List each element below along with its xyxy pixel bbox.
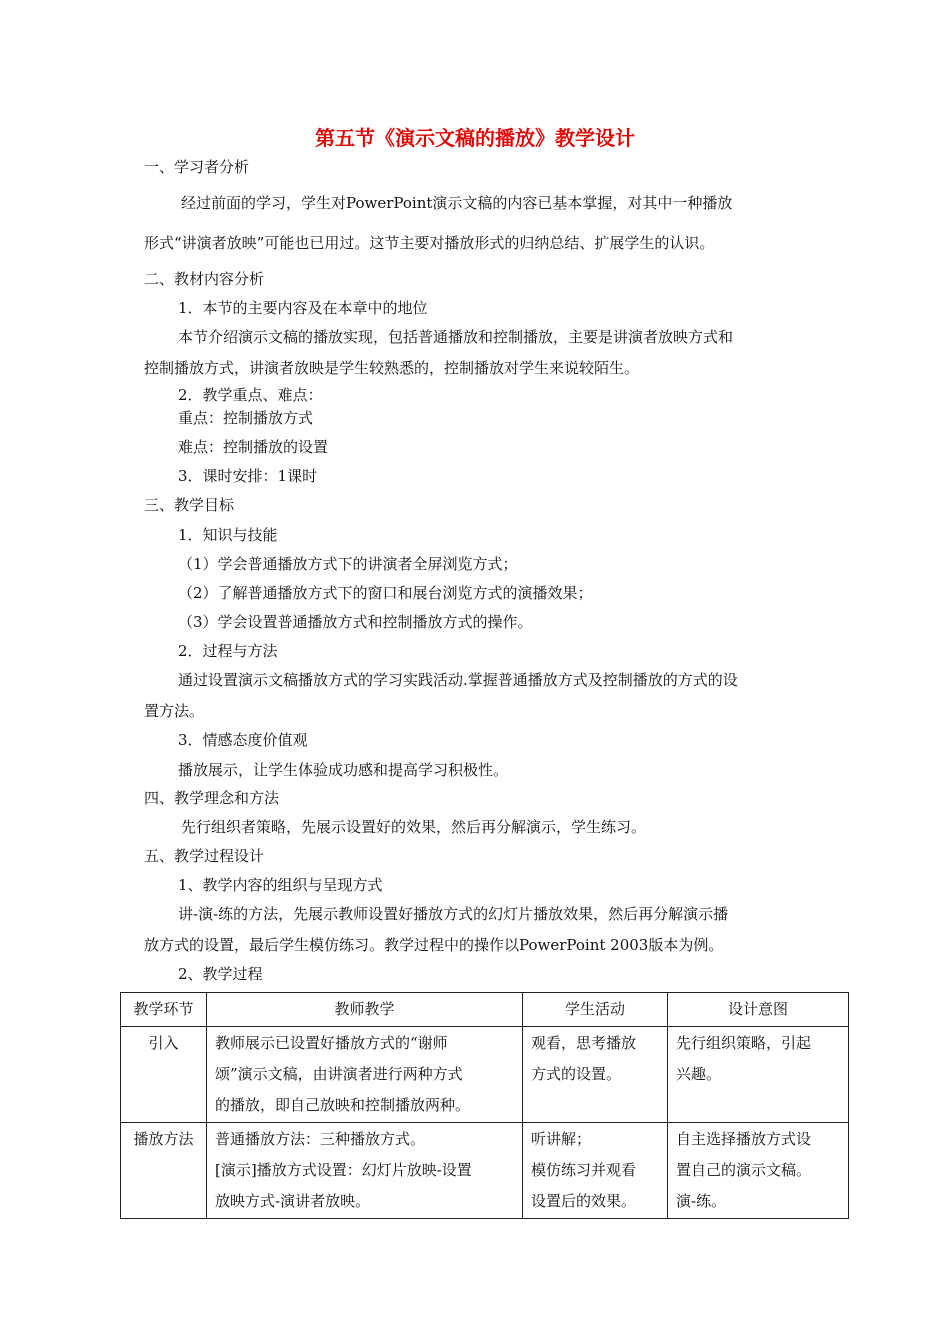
difficult-point: 难点：控制播放的设置 [178,438,329,456]
student-cell [523,1027,668,1123]
paragraph-line: 控制播放方式，讲演者放映是学生较熟悉的，控制播放对学生来说较陌生。 [144,359,640,377]
subheading: 1．本节的主要内容及在本章中的地位 [178,299,428,317]
table-header-row [121,993,849,1027]
teaching-process-table [120,992,849,1219]
goal-item: （2）了解普通播放方式下的窗口和展台浏览方式的演播效果； [178,584,593,602]
cell-line: 先行组织策略，引起 [676,1034,812,1052]
table-header-cell: 教师教学 [207,993,523,1027]
table-header-cell: 教学环节 [121,993,207,1027]
cell-line: 置自己的演示文稿。 [676,1161,812,1179]
cell-line: 演-练。 [676,1192,727,1210]
table-row [121,1027,849,1123]
cell-line: 的播放，即自己放映和控制播放两种。 [215,1096,471,1114]
cell-line: 模仿练习并观看 [531,1161,637,1179]
intent-cell [668,1123,849,1219]
section-heading-3: 三、教学目标 [144,496,235,514]
teacher-cell [207,1027,523,1123]
goal-item: （3）学会设置普通播放方式和控制播放方式的操作。 [178,613,533,631]
table-header-cell: 学生活动 [523,993,668,1027]
section-heading-1: 一、学习者分析 [144,158,250,176]
paragraph-line: 放方式的设置，最后学生模仿练习。教学过程中的操作以PowerPoint 2003版本为例。 [144,936,724,954]
table-header-cell: 设计意图 [668,993,849,1027]
table-row [121,1123,849,1219]
subheading: 1、教学内容的组织与呈现方式 [178,876,383,894]
subheading: 3．课时安排：1课时 [178,467,318,485]
cell-line: 教师展示已设置好播放方式的“谢师 [215,1034,448,1052]
cell-line: [演示]播放方式设置：幻灯片放映-设置 [215,1161,472,1179]
section-heading-2: 二、教材内容分析 [144,270,265,288]
cell-line: 颂”演示文稿，由讲演者进行两种方式 [215,1065,463,1083]
subheading: 2、教学过程 [178,965,263,983]
cell-line: 兴趣。 [676,1065,722,1083]
paragraph-line: 置方法。 [144,702,205,720]
teacher-cell [207,1123,523,1219]
page-title: 第五节《演示文稿的播放》教学设计 [315,126,635,150]
paragraph-line: 形式“讲演者放映”可能也已用过。这节主要对播放形式的归纳总结、扩展学生的认识。 [144,234,715,252]
cell-line: 设置后的效果。 [531,1192,637,1210]
subheading: 2．教学重点、难点： [178,386,323,404]
subheading: 2．过程与方法 [178,642,278,660]
subheading: 3．情感态度价值观 [178,731,308,749]
goal-item: （1）学会普通播放方式下的讲演者全屏浏览方式； [178,555,518,573]
paragraph-line: 本节介绍演示文稿的播放实现，包括普通播放和控制播放，主要是讲演者放映方式和 [178,328,734,346]
student-cell [523,1123,668,1219]
cell-line: 听讲解； [531,1130,592,1148]
cell-line: 观看，思考播放 [531,1034,637,1052]
stage-cell: 播放方法 [121,1123,207,1219]
section-heading-5: 五、教学过程设计 [144,847,265,865]
stage-cell: 引入 [121,1027,207,1123]
cell-line: 自主选择播放方式设 [676,1130,812,1148]
subheading: 1．知识与技能 [178,526,278,544]
paragraph-line: 先行组织者策略，先展示设置好的效果，然后再分解演示，学生练习。 [181,818,647,836]
paragraph-line: 通过设置演示文稿播放方式的学习实践活动.掌握普通播放方式及控制播放的方式的设 [178,671,738,689]
cell-line: 放映方式-演讲者放映。 [215,1192,371,1210]
key-point: 重点：控制播放方式 [178,409,314,427]
cell-line: 方式的设置。 [531,1065,622,1083]
cell-line: 普通播放方法：三种播放方式。 [215,1130,426,1148]
paragraph-line: 播放展示，让学生体验成功感和提高学习积极性。 [178,761,509,779]
paragraph-line: 讲-演-练的方法，先展示教师设置好播放方式的幻灯片播放效果，然后再分解演示播 [178,905,729,923]
paragraph-line: 经过前面的学习，学生对PowerPoint演示文稿的内容已基本掌握，对其中一种播放 [181,194,733,212]
section-heading-4: 四、教学理念和方法 [144,789,280,807]
intent-cell [668,1027,849,1123]
